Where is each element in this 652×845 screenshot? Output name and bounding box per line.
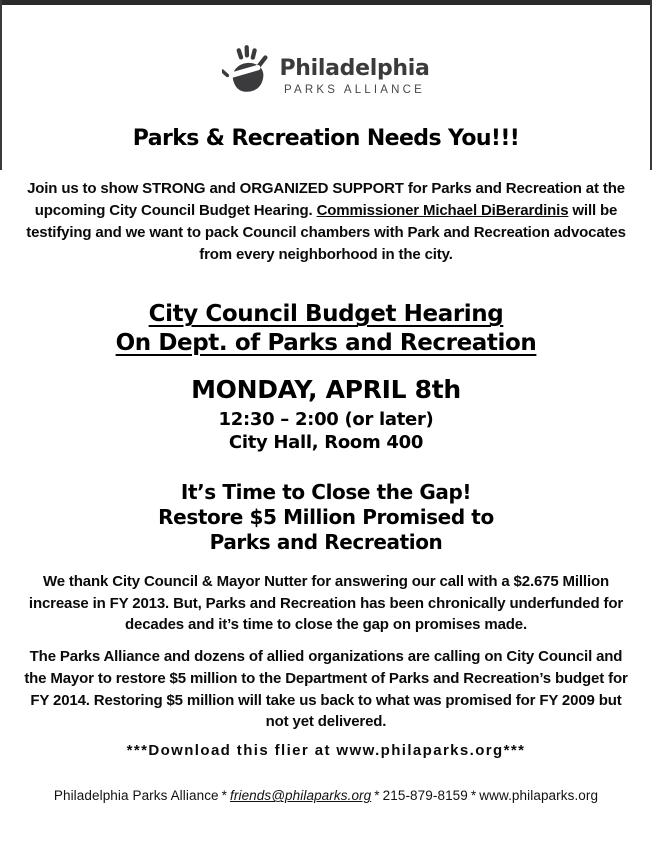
left-edge-line <box>0 0 2 170</box>
intro-text-after: will be testifying and we want to pack Council chambers with Park and Recreation advocates from every neighborhood in the city. <box>26 202 626 263</box>
gap-heading <box>0 480 652 555</box>
logo-subtitle: PARKS ALLIANCE <box>283 83 426 96</box>
gap-heading-line3: Parks and Recreation <box>209 529 443 554</box>
footer-email-link[interactable]: friends@philaparks.org <box>230 788 372 804</box>
commissioner-name: Commissioner Michael DiBerardinis <box>316 202 569 220</box>
footer-separator: * <box>470 788 477 804</box>
handprint-icon <box>222 42 272 98</box>
download-line: ***Download this flier at www.philaparks.org*** <box>126 742 526 760</box>
footer-separator: * <box>374 788 380 804</box>
hearing-heading-line1: City Council Budget Hearing <box>148 301 504 328</box>
footer-phone: 215-879-8159 <box>382 788 468 804</box>
gap-heading-line2: Restore $5 Million Promised to <box>158 504 494 529</box>
footer-contact-line <box>0 788 652 803</box>
footer-website: www.philaparks.org <box>479 788 599 804</box>
logo-text <box>279 57 429 98</box>
hearing-time: 12:30 – 2:00 (or later) <box>218 408 434 430</box>
intro-paragraph <box>22 178 630 265</box>
footer-separator: * <box>221 788 228 804</box>
flyer-title: Parks & Recreation Needs You!!! <box>132 126 520 151</box>
footer-org-name: Philadelphia Parks Alliance <box>53 788 219 804</box>
intro-text-before: Join us to show STRONG and ORGANIZED SUPPORT for Parks and Recreation at the upcoming City Council Budget Hearing. <box>27 180 625 220</box>
hearing-location: City Hall, Room 400 <box>228 431 424 453</box>
parks-alliance-logo <box>0 42 652 98</box>
thanks-paragraph: We thank City Council & Mayor Nutter for answering our call with a $2.675 Million increase in FY 2013. But, Parks and Recreation has been chronically underfunded for decades and it’s time to close the gap on promises made. <box>28 572 624 634</box>
logo-wordmark: Philadelphia <box>279 56 430 82</box>
window-top-bar <box>0 0 652 5</box>
hearing-date: MONDAY, APRIL 8th <box>191 374 461 404</box>
restore-paragraph: The Parks Alliance and dozens of allied organizations are calling on City Council and the Mayor to restore $5 million to the Department of Parks and Recreation’s budget for FY 2014. Restoring $5 million will take us back to what was promised for FY 2009 but not yet delivered. <box>24 648 628 731</box>
hearing-heading <box>0 300 652 358</box>
gap-heading-line1: It’s Time to Close the Gap! <box>180 479 472 504</box>
hearing-heading-line2: On Dept. of Parks and Recreation <box>115 330 537 357</box>
